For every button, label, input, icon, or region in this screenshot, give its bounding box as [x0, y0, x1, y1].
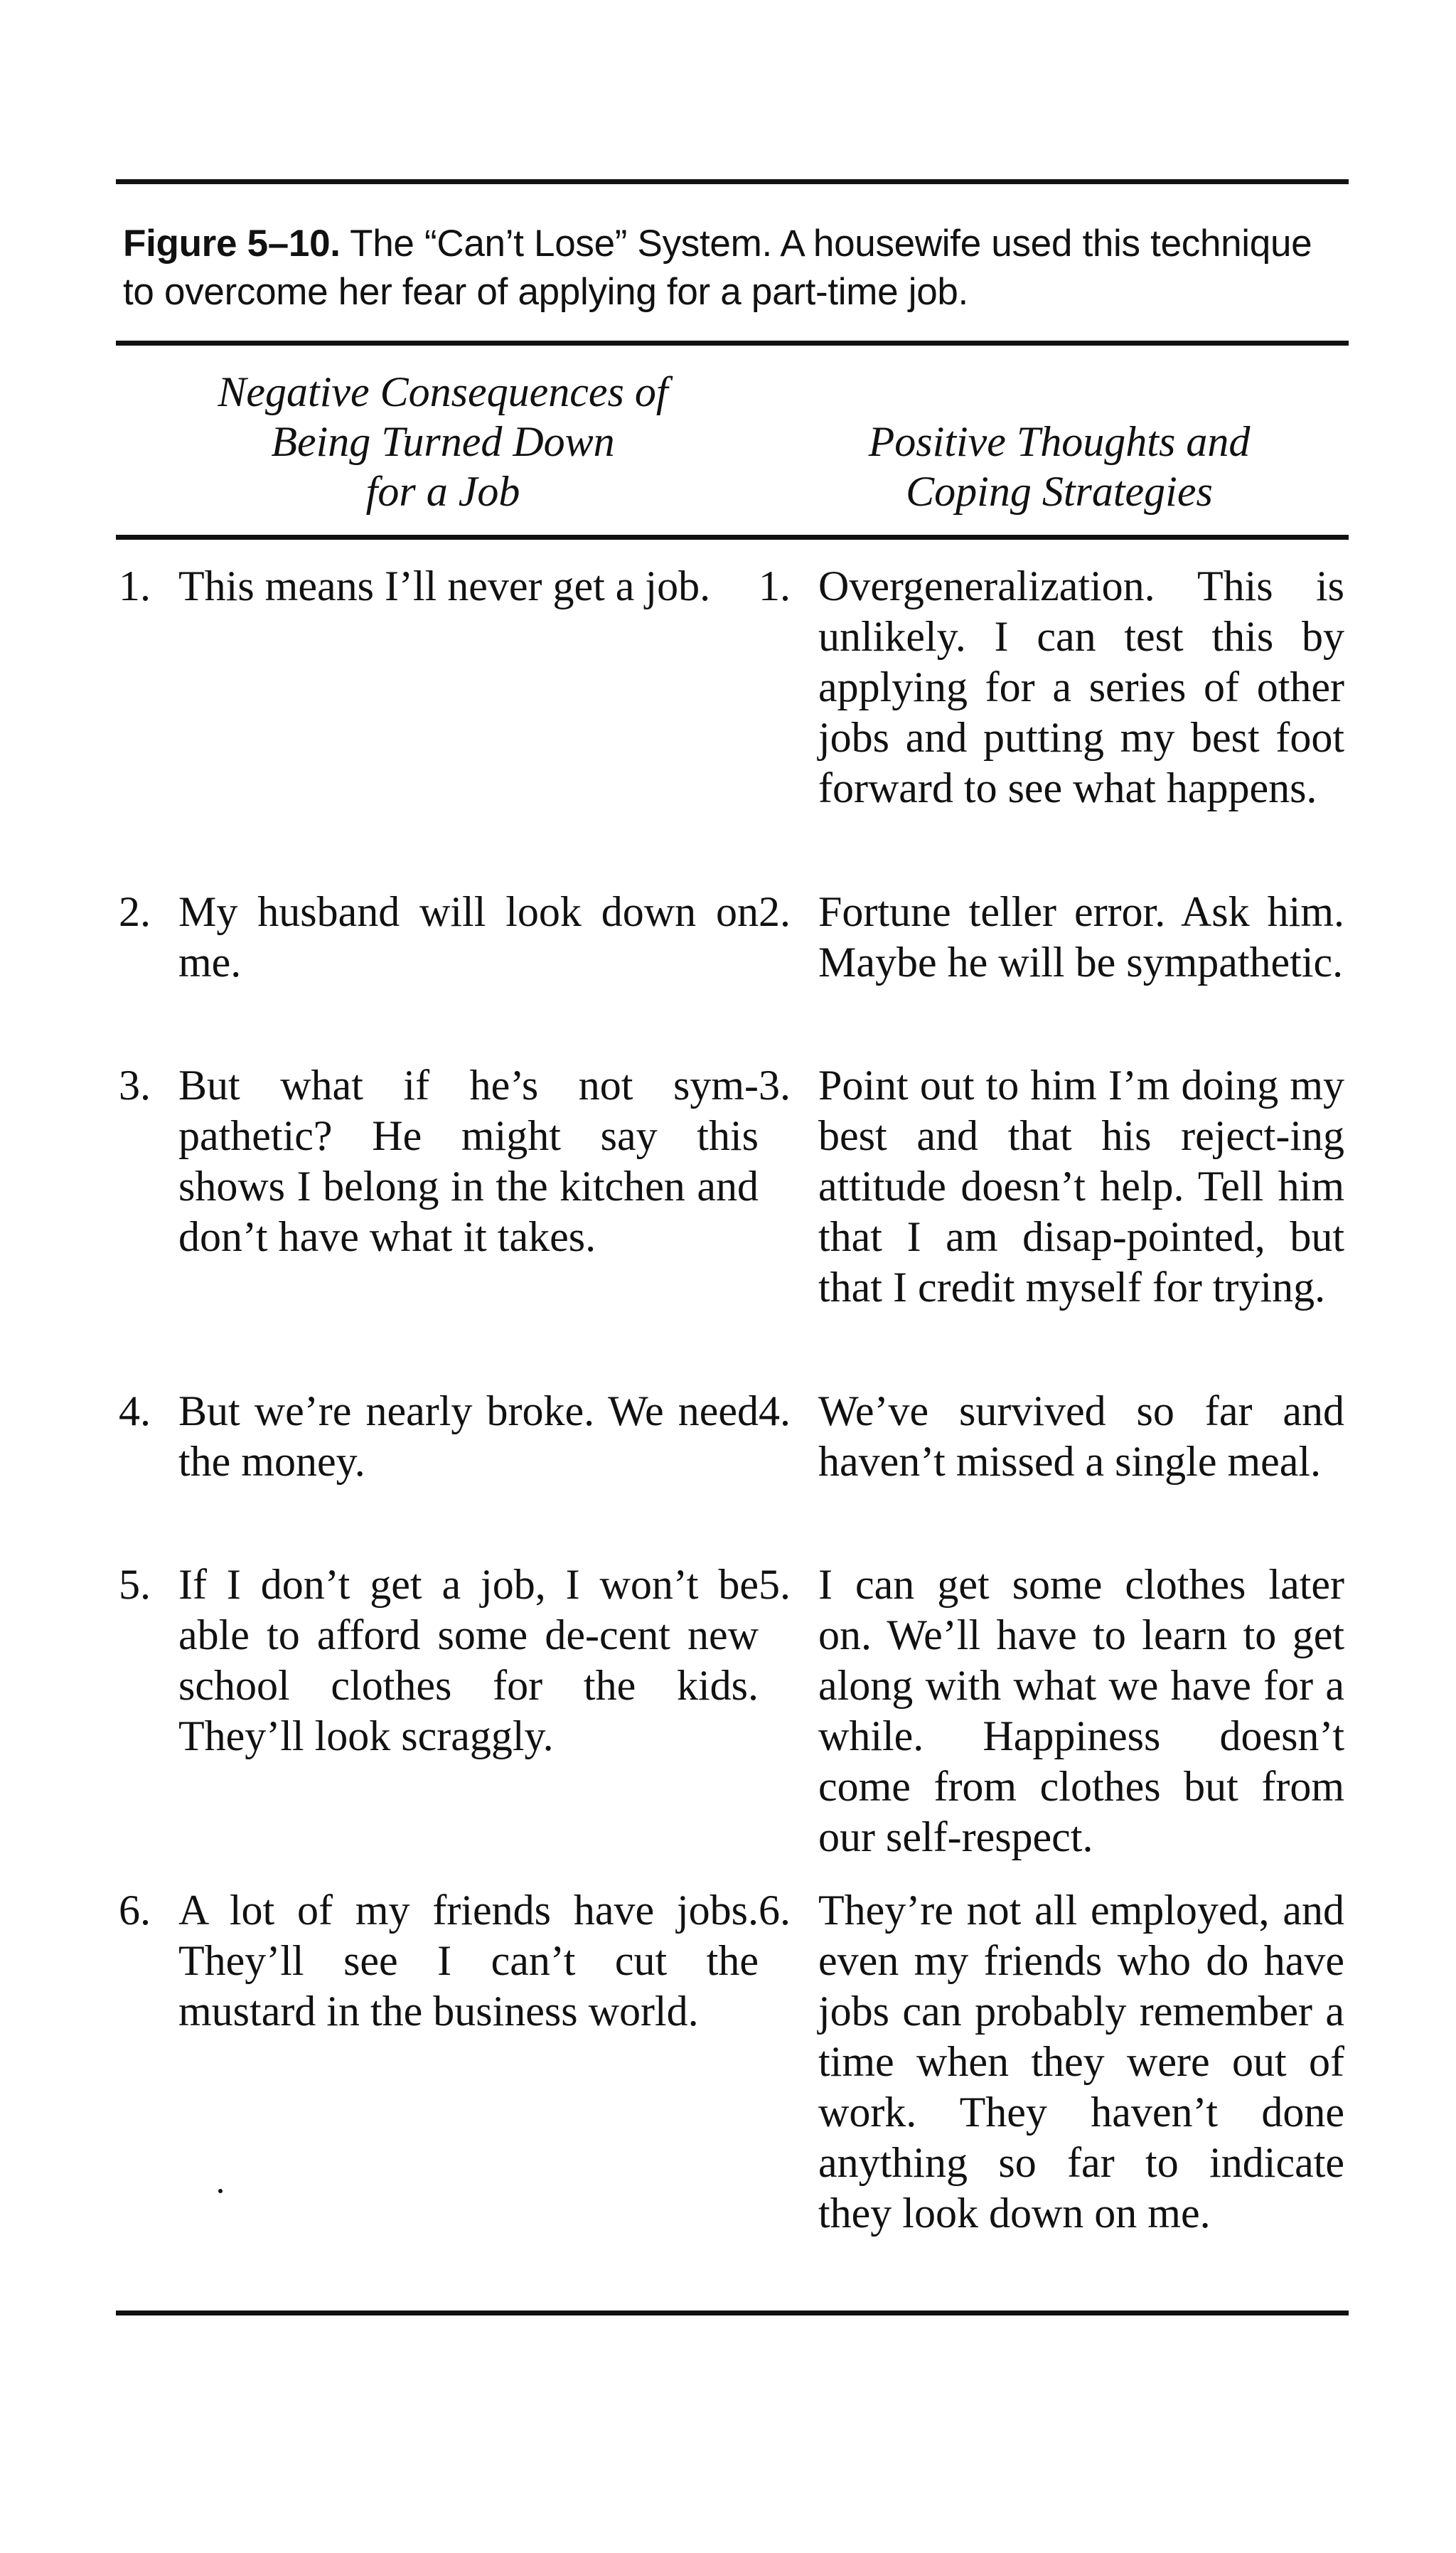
row-number: 2. [759, 888, 791, 935]
positive-cell [759, 561, 1349, 874]
positive-text: Overgeneralization. This is unlikely. I can test this by applying for a series of other jobs and putting my best foot forward to see what happens. [818, 563, 1344, 811]
positive-cell [759, 1386, 1349, 1547]
negative-text: If I don’t get a job, I won’t be able to afford some de-cent new school clothes for the kids. They’ll look scraggly. [178, 1561, 759, 1759]
bottom-rule [116, 2311, 1349, 2315]
negative-cell [116, 887, 759, 1048]
table-row [116, 1885, 1349, 2298]
row-number: 4. [119, 1387, 151, 1434]
positive-text: Fortune teller error. Ask him. Maybe he will be sympathetic. [818, 888, 1344, 986]
row-number: 1. [119, 563, 151, 609]
table-header [116, 346, 1349, 535]
header-positive-thoughts [770, 367, 1349, 516]
top-rule [116, 179, 1349, 184]
row-number: 5. [759, 1561, 791, 1608]
figure-caption [116, 184, 1349, 341]
caption-rule [116, 341, 1349, 346]
row-number: 5. [119, 1561, 151, 1608]
positive-cell [759, 1885, 1349, 2298]
table-body [116, 540, 1349, 2298]
negative-cell [116, 561, 759, 874]
row-number: 4. [759, 1387, 791, 1434]
table-row [116, 887, 1349, 1048]
negative-text: But what if he’s not sym-pathetic? He might say this shows I belong in the kitchen and don’t have what it takes. [178, 1062, 759, 1260]
positive-text: They’re not all employed, and even my friends who do have jobs can probably remember a time when they were out of work. They haven’t done anything so far to indicate they look down on me. [818, 1887, 1344, 2237]
figure-page [116, 179, 1349, 2315]
table-row [116, 1060, 1349, 1373]
header-left-line: for a Job [365, 468, 520, 515]
positive-cell [759, 1560, 1349, 1872]
positive-cell [759, 1060, 1349, 1373]
positive-cell [759, 887, 1349, 1048]
header-right-line: Coping Strategies [906, 468, 1213, 515]
positive-text: I can get some clothes later on. We’ll have to learn to get along with what we have for a while. Happiness doesn’t come from clothes but from our self-respect. [818, 1561, 1344, 1860]
positive-text: Point out to him I’m doing my best and that his reject-ing attitude doesn’t help. Tell him that I am disap-pointed, but that I credit myself for trying. [818, 1062, 1344, 1311]
row-number: 1. [759, 563, 791, 609]
table-row [116, 1560, 1349, 1872]
row-number: 3. [759, 1062, 791, 1109]
header-negative-consequences [116, 367, 770, 516]
header-rule [116, 535, 1349, 540]
figure-caption-text: The “Can’t Lose” System. A housewife used this technique to overcome her fear of applying for a part-time job. [123, 223, 1312, 313]
negative-text: A lot of my friends have jobs. They’ll see I can’t cut the mustard in the business world. [178, 1887, 759, 2035]
row-number: 2. [119, 888, 151, 935]
header-left-line: Being Turned Down [271, 418, 615, 465]
table-row [116, 561, 1349, 874]
negative-text: But we’re nearly broke. We need the money. [178, 1387, 759, 1485]
negative-cell [116, 1060, 759, 1373]
negative-cell [116, 1885, 759, 2298]
positive-text: We’ve survived so far and haven’t missed a single meal. [818, 1387, 1344, 1485]
negative-cell [116, 1560, 759, 1872]
figure-label: Figure 5–10. [123, 223, 341, 265]
row-number: 3. [119, 1062, 151, 1109]
print-speck [218, 2189, 223, 2193]
table-row [116, 1386, 1349, 1547]
header-right-line: Positive Thoughts and [868, 418, 1251, 465]
header-left-line: Negative Consequences of [218, 368, 668, 415]
negative-text: My husband will look down on me. [178, 888, 759, 986]
row-number: 6. [759, 1887, 791, 1934]
negative-text: This means I’ll never get a job. [178, 563, 711, 609]
negative-cell [116, 1386, 759, 1547]
row-number: 6. [119, 1887, 151, 1934]
